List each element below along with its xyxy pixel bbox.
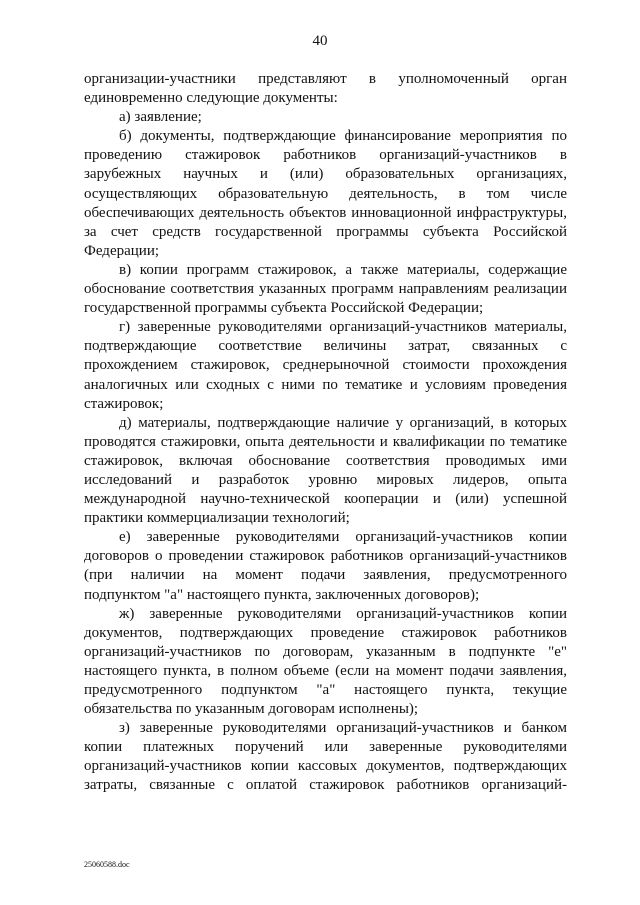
item-v-line: государственной программы субъекта Российской Федерации; <box>84 300 484 317</box>
document-body <box>84 70 567 796</box>
item-b-line: б) документы, подтверждающие финансирование мероприятия по <box>119 128 567 145</box>
item-b <box>84 127 567 261</box>
item-d-line: стажировок, включая обоснование соответствия проводимых ими <box>84 452 567 469</box>
item-b-line: за счет средств государственной программы субъекта Российской <box>84 223 567 240</box>
item-b-line: обеспечивающих деятельность объектов инновационной инфраструктуры, <box>84 204 567 221</box>
item-e-line: (при наличии на момент подачи заявления, предусмотренного <box>84 567 567 584</box>
item-z <box>84 719 567 795</box>
item-v <box>84 261 567 318</box>
item-z-line: копии платежных поручений или заверенные руководителями <box>84 739 567 756</box>
item-e-line: договоров о проведении стажировок работников организаций-участников <box>84 548 567 565</box>
intro-paragraph <box>84 70 567 108</box>
item-zh <box>84 605 567 720</box>
item-zh-line: организаций-участников по договорам, указанным в подпункте "е" <box>84 643 567 660</box>
item-d-line: международной научно-технической кооперации и (или) успешной <box>84 491 567 508</box>
item-zh-line: обязательства по указанным договорам исполнены); <box>84 701 419 718</box>
item-d-line: д) материалы, подтверждающие наличие у организаций, в которых <box>119 414 567 431</box>
item-d <box>84 414 567 529</box>
item-b-line: зарубежных научных и (или) образовательных организациях, <box>84 166 567 183</box>
item-v-line: в) копии программ стажировок, а также материалы, содержащие <box>119 261 567 278</box>
item-zh-line: настоящего пункта, в полном объеме (если на момент подачи заявления, <box>84 662 567 679</box>
item-zh-line: документов, подтверждающих проведение стажировок работников <box>84 624 567 641</box>
item-e <box>84 528 567 604</box>
intro-line: единовременно следующие документы: <box>84 90 338 107</box>
item-z-line: з) заверенные руководителями организаций-участников и банком <box>119 720 567 737</box>
item-z-line: затраты, связанные с оплатой стажировок работников организаций- <box>84 777 567 794</box>
item-e-line: подпунктом "а" настоящего пункта, заключенных договоров); <box>84 586 480 603</box>
item-g <box>84 318 567 413</box>
item-d-line: практики коммерциализации технологий; <box>84 510 350 527</box>
item-zh-line: предусмотренного подпунктом "а" настоящего пункта, текущие <box>84 682 567 698</box>
document-file-code: 25060588.doc <box>84 860 130 869</box>
page-number: 40 <box>312 33 328 49</box>
intro-line: организации-участники представляют в уполномоченный орган <box>84 71 567 87</box>
item-z-line: организаций-участников копии кассовых документов, подтверждающих <box>84 758 567 775</box>
item-b-line: Федерации; <box>84 242 160 259</box>
item-g-line: аналогичных или сходных с ними по тематике и условиям проведения <box>84 376 567 393</box>
item-d-line: исследований и разработок уровню мировых лидеров, опыта <box>84 471 567 488</box>
item-v-line: обоснование соответствия указанных программ направлениям реализации <box>84 281 567 298</box>
item-a-line: а) заявление; <box>119 109 202 126</box>
item-b-line: проведению стажировок работников организаций-участников в <box>84 147 567 164</box>
item-zh-line: ж) заверенные руководителями организаций-участников копии <box>119 605 567 622</box>
item-g-line: г) заверенные руководителями организаций-участников материалы, <box>119 319 567 336</box>
item-g-line: прохождением стажировок, среднерыночной стоимости прохождения <box>84 357 567 374</box>
item-g-line: стажировок; <box>84 395 164 412</box>
item-d-line: проводятся стажировки, опыта деятельности и квалификации по тематике <box>84 433 567 450</box>
item-b-line: осуществляющих образовательную деятельность, в том числе <box>84 185 567 202</box>
item-g-line: подтверждающие соответствие величины затрат, связанных с <box>84 338 567 355</box>
item-e-line: е) заверенные руководителями организаций-участников копии <box>119 529 567 546</box>
item-a <box>84 108 567 127</box>
